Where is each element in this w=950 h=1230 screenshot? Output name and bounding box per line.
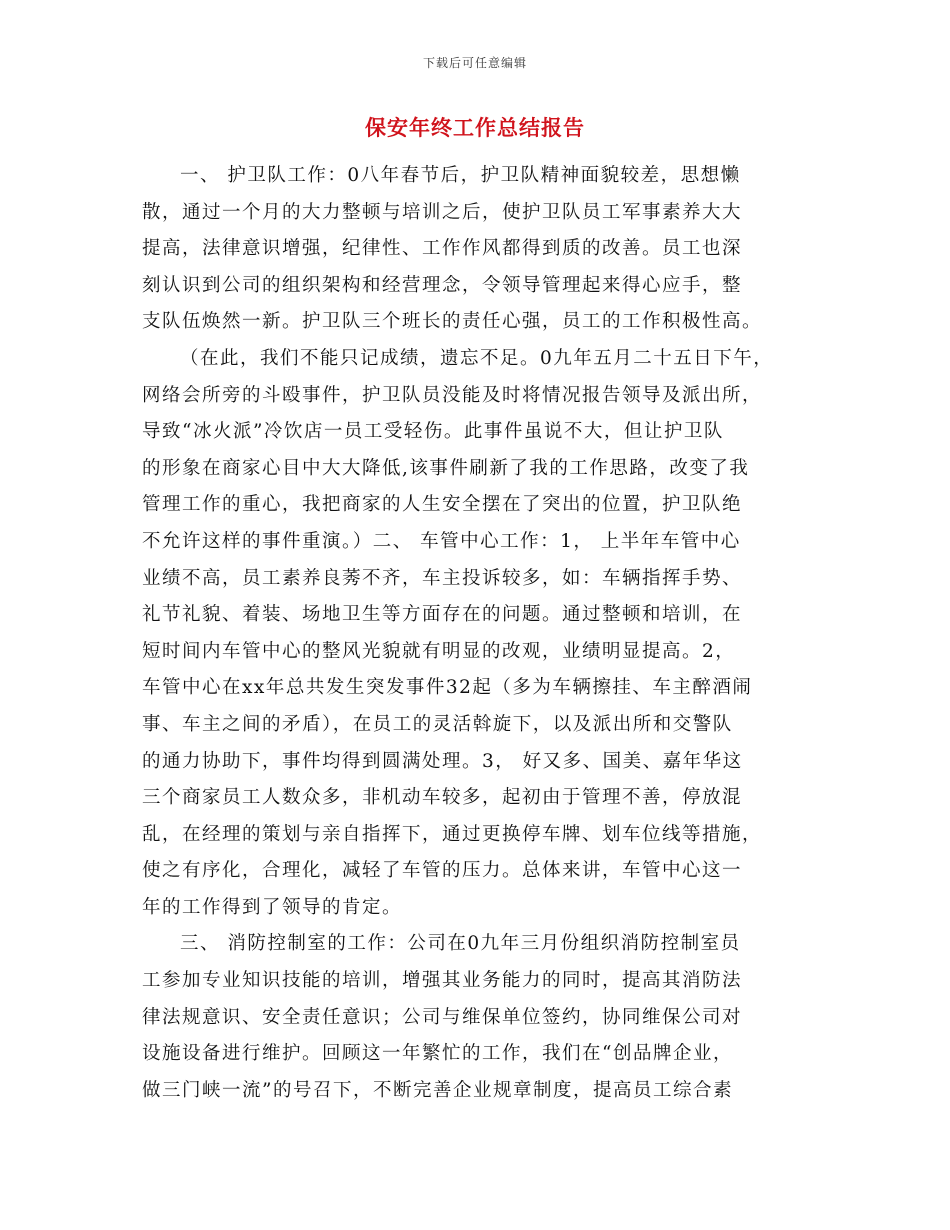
text-line: 礼节礼貌、着装、场地卫生等方面存在的问题。通过整顿和培训，在 [142,604,743,626]
text-line: 的通力协助下，事件均得到圆满处理。3， 好又多、国美、嘉年华这 [142,750,743,772]
text-line: 导致“冰火派”冷饮店一员工受轻伤。此事件虽说不大，但让护卫队 [142,421,724,443]
document-body [142,158,822,1109]
text-line: 设施设备进行维护。回顾这一年繁忙的工作，我们在“创品牌企业， [142,1043,733,1065]
text-line: 事、车主之间的矛盾），在员工的灵活斡旋下，以及派出所和交警队 [142,713,733,735]
download-note: 下载后可任意编辑 [422,56,527,70]
text-line: 管理工作的重心，我把商家的人生安全摆在了突出的位置，护卫队绝 [142,494,743,516]
text-line: 乱，在经理的策划与亲自指挥下，通过更换停车牌、划车位线等措施， [142,823,763,845]
text-line: 业绩不高，员工素养良莠不齐，车主投诉较多，如：车辆指挥手势、 [142,567,743,589]
text-line: 工参加专业知识技能的培训，增强其业务能力的同时，提高其消防法 [142,970,743,992]
text-line: 提高，法律意识增强，纪律性、工作作风都得到质的改善。员工也深 [142,238,743,260]
text-line: 律法规意识、安全责任意识；公司与维保单位签约，协同维保公司对 [142,1006,743,1028]
text-line: 支队伍焕然一新。护卫队三个班长的责任心强，员工的工作积极性高。 [142,311,763,333]
text-line: 网络会所旁的斗殴事件，护卫队员没能及时将情况报告领导及派出所， [142,384,763,406]
text-line: 三个商家员工人数众多，非机动车较多，起初由于管理不善，停放混 [142,787,743,809]
text-line: 不允许这样的事件重演。）二、 车管中心工作：1， 上半年车管中心 [142,530,741,552]
text-line: 年的工作得到了领导的肯定。 [142,896,403,918]
text-line: 做三门峡一流”的号召下，不断完善企业规章制度，提高员工综合素 [142,1079,733,1101]
text-line: 散，通过一个月的大力整顿与培训之后，使护卫队员工军事素养大大 [142,201,743,223]
text-line: 一、 护卫队工作：0八年春节后，护卫队精神面貌较差，思想懒 [180,165,741,186]
text-line: 三、 消防控制室的工作：公司在0九年三月份组织消防控制室员 [180,933,741,955]
text-line: （在此，我们不能只记成绩，遗忘不足。0九年五月二十五日下午， [180,347,774,369]
text-line: 使之有序化，合理化，减轻了车管的压力。总体来讲，车管中心这一 [142,860,743,882]
text-line: 刻认识到公司的组织架构和经营理念，令领导管理起来得心应手，整 [142,274,743,296]
text-line: 短时间内车管中心的整风光貌就有明显的改观，业绩明显提高。2， [142,640,736,662]
text-line: 车管中心在xx年总共发生突发事件32起（多为车辆擦挂、车主醉酒闹 [142,677,753,699]
document-title: 保安年终工作总结报告 [365,115,585,140]
text-line: 的形象在商家心目中大大降低,该事件刷新了我的工作思路，改变了我 [142,457,750,479]
